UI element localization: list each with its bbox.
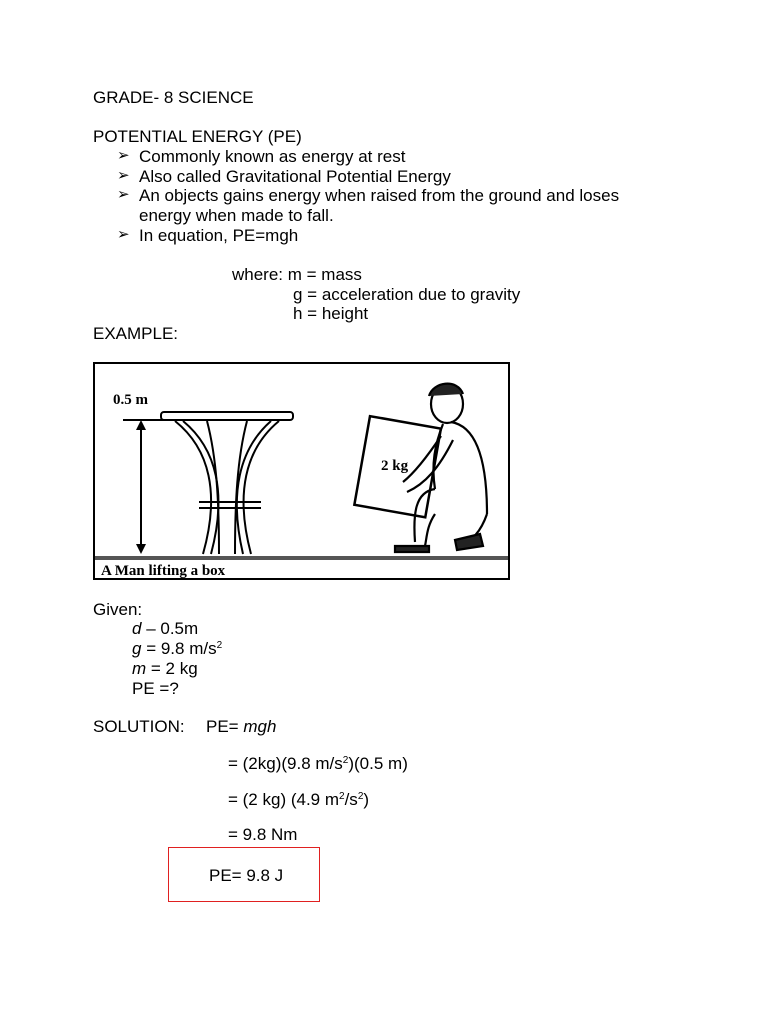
where-line: where: m = mass bbox=[232, 265, 362, 284]
bullet-text: Commonly known as energy at rest bbox=[139, 147, 406, 166]
final-answer: PE= 9.8 J bbox=[209, 866, 284, 885]
bullet-item bbox=[117, 166, 451, 186]
example-label: EXAMPLE: bbox=[93, 324, 179, 343]
bullet-text: An objects gains energy when raised from the ground and loses bbox=[139, 186, 620, 205]
box-weight-label: 2 kg bbox=[381, 458, 409, 474]
bullet-item bbox=[117, 225, 299, 245]
page-title: GRADE- 8 SCIENCE bbox=[93, 88, 254, 107]
figure-caption: A Man lifting a box bbox=[101, 563, 226, 578]
solution-step-3: = 9.8 Nm bbox=[228, 825, 298, 844]
solution-step-1: = (2kg)(9.8 $m/s^2)(0.5$ m) bbox=[228, 754, 408, 773]
height-label: 0.5 m bbox=[113, 392, 148, 408]
arrow-bullet-icon: ➢ bbox=[117, 146, 130, 164]
solution-step-2: = (2 kg) (4.9 $m^2/s^2$) bbox=[228, 790, 370, 809]
given-gravity: g = 9.8 $m/s^2$ bbox=[132, 639, 223, 658]
arrow-bullet-icon: ➢ bbox=[117, 225, 130, 243]
given-mass: m = 2 kg bbox=[132, 659, 198, 678]
given-unknown: PE =? bbox=[132, 679, 179, 698]
bullet-text: Also called Gravitational Potential Energy bbox=[139, 167, 451, 186]
solution-formula: PE= mgh bbox=[206, 717, 277, 736]
section-heading: POTENTIAL ENERGY (PE) bbox=[93, 127, 302, 146]
where-line: g = acceleration due to gravity bbox=[293, 285, 521, 304]
final-answer-box bbox=[168, 847, 320, 902]
given-label: Given: bbox=[93, 600, 143, 619]
bullet-item bbox=[117, 185, 620, 205]
given-distance: d – 0.5m bbox=[132, 619, 199, 638]
bullet-continuation: energy when made to fall. bbox=[139, 206, 334, 225]
arrow-bullet-icon: ➢ bbox=[117, 185, 130, 203]
bullet-item bbox=[117, 146, 406, 166]
man-lifting-box-illustration bbox=[95, 364, 508, 578]
solution-label: SOLUTION: bbox=[93, 717, 185, 736]
bullet-text: In equation, PE=mgh bbox=[139, 226, 299, 245]
where-line: h = height bbox=[293, 304, 369, 323]
example-figure bbox=[93, 362, 510, 580]
arrow-bullet-icon: ➢ bbox=[117, 166, 130, 184]
